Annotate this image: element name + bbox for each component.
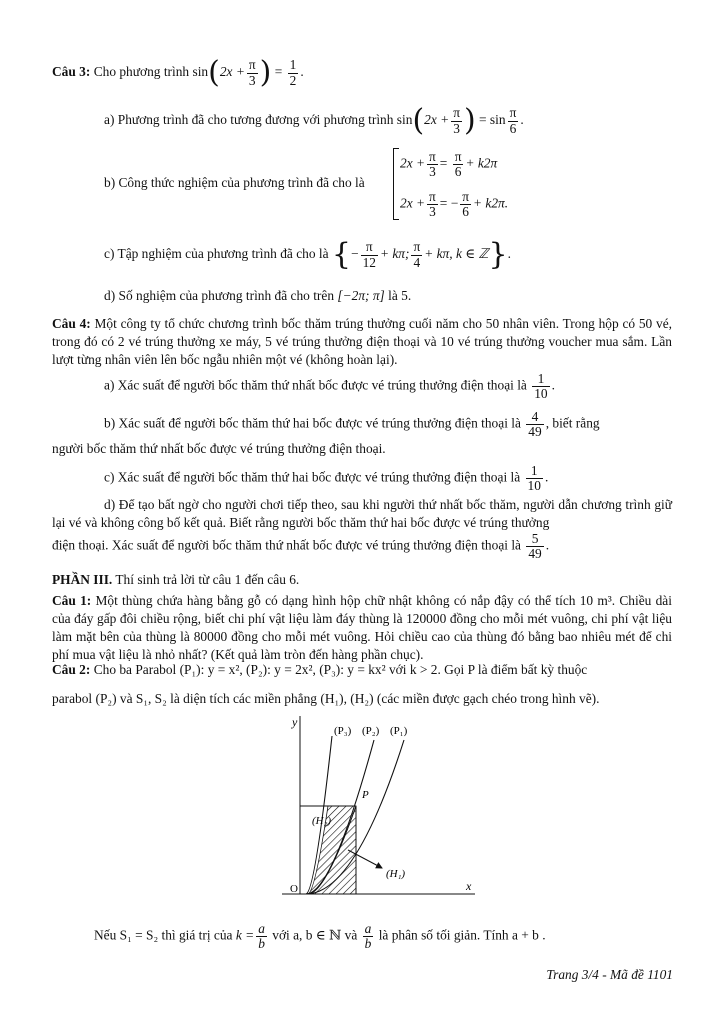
p3-question-1: Câu 1: Một thùng chứa hàng bằng gỗ có dạng hình hộp chữ nhật không có nắp đậy có thể tích 10 m³. Chiều dài của đáy gấp đôi chiều rộng, biết chi phí vật liệu làm đáy thùng là 120000 đồng cho mỗi mét vuông, chi phí vật liệu làm mặt bên của thùng là 80000 đồng cho mỗi mét vuông. Hỏi chiều cao của thùng đó bằng bao nhiêu mét để chi phí mua vật liệu là nhỏ nhất? (Kết quả làm tròn đến hàng phần chục). [52, 593, 672, 663]
cau4-statement-d-cont: điện thoại. Xác suất để người bốc thăm thứ nhất bốc được vé trúng thưởng điện thoại là $\frac{5}{49}$ . [52, 531, 550, 562]
cau3-header: Câu 3: Cho phương trình sin(2x + $\frac{\pi}{3}$ ) = $\frac{1}{2}$ . [52, 55, 304, 90]
cau3-statement-c: c) Tập nghiệm của phương trình đã cho là {− $\frac{\pi}{12}$ + kπ; $\frac{\pi}{4}$ + kπ, k ∈ ℤ}. [104, 237, 511, 272]
solution-line-1: 2x + $\frac{\pi}{3}$ = $\frac{\pi}{6}$ + k2π [400, 149, 498, 180]
page-footer: Trang 3/4 - Mã đề 1101 [546, 967, 673, 982]
question-label: Câu 3: [52, 64, 91, 80]
h2-label: (H₂) [312, 815, 332, 827]
cau3-statement-d: d) Số nghiệm của phương trình đã cho trên [−2π; π] là 5. [104, 288, 412, 303]
h1-label: (H₁) [386, 868, 406, 880]
point-p-label: P [362, 789, 369, 801]
p3-question-2-final: Nếu S₁ = S₂ thì giá trị của k = $\frac{a}{b}$ với a, b ∈ ℕ và $\frac{a}{b}$ là phân số tối giản. Tính a + b . [94, 921, 546, 952]
p1-label: (P₁) [390, 725, 408, 737]
p3-question-2-line2: parabol (P₂) và S₁, S₂ là diện tích các miền phẳng (H₁), (H₂) (các miền được gạch chéo trong hình vẽ). [52, 691, 600, 706]
cau4-statement-c: c) Xác suất để người bốc thăm thứ hai bốc được vé trúng thưởng điện thoại là $\frac{1}{10}$ . [104, 463, 549, 494]
cau4-statement-d: d) Để tạo bất ngờ cho người chơi tiếp theo, sau khi người thứ nhất bốc thăm, người dẫn chương trình giữ lại vé và không công bố kết quả. Biết rằng người bốc thăm thứ hai bốc được vé trúng thưởng [52, 497, 672, 531]
cau4-intro: Câu 4: Một công ty tổ chức chương trình bốc thăm trúng thưởng cuối năm cho 50 nhân viên. Trong hộp có 50 vé, trong đó có 2 vé trúng thưởng xe máy, 5 vé trúng thưởng điện thoại và 10 vé trúng thưởng voucher mua sắm. Lần lượt từng nhân viên lên bốc ngẫu nhiên một vé (không hoàn lại). [52, 316, 672, 368]
solution-line-2: 2x + $\frac{\pi}{3}$ = − $\frac{\pi}{6}$ + k2π. [400, 189, 509, 220]
cau3-statement-a: a) Phương trình đã cho tương đương với phương trình sin(2x + $\frac{\pi}{3}$ ) = sin $\frac{\pi}{6}$ . [104, 103, 524, 138]
x-label: x [466, 879, 472, 893]
section-header: PHẦN III. Thí sinh trả lời từ câu 1 đến câu 6. [52, 572, 300, 587]
cau4-statement-b-cont: người bốc thăm thứ nhất bốc được vé trúng thưởng điện thoại. [52, 441, 386, 456]
origin-label: O [290, 883, 298, 895]
p2-label: (P₂) [362, 725, 380, 737]
parabola-figure [270, 712, 490, 902]
y-label: y [292, 715, 298, 729]
p3-question-2-line1: Câu 2: Cho ba Parabol (P₁): y = x², (P₂): y = 2x², (P₃): y = kx² với k > 2. Gọi P là điểm bất kỳ thuộc [52, 662, 588, 677]
cau3-statement-b: b) Công thức nghiệm của phương trình đã cho là [104, 175, 365, 190]
p3-label: (P₃) [334, 725, 352, 737]
cau4-statement-b: b) Xác suất để người bốc thăm thứ hai bốc được vé trúng thưởng điện thoại là $\frac{4}{49}$ , biết rằng [104, 409, 600, 440]
cau4-statement-a: a) Xác suất để người bốc thăm thứ nhất bốc được vé trúng thưởng điện thoại là $\frac{1}{10}$ . [104, 371, 555, 402]
